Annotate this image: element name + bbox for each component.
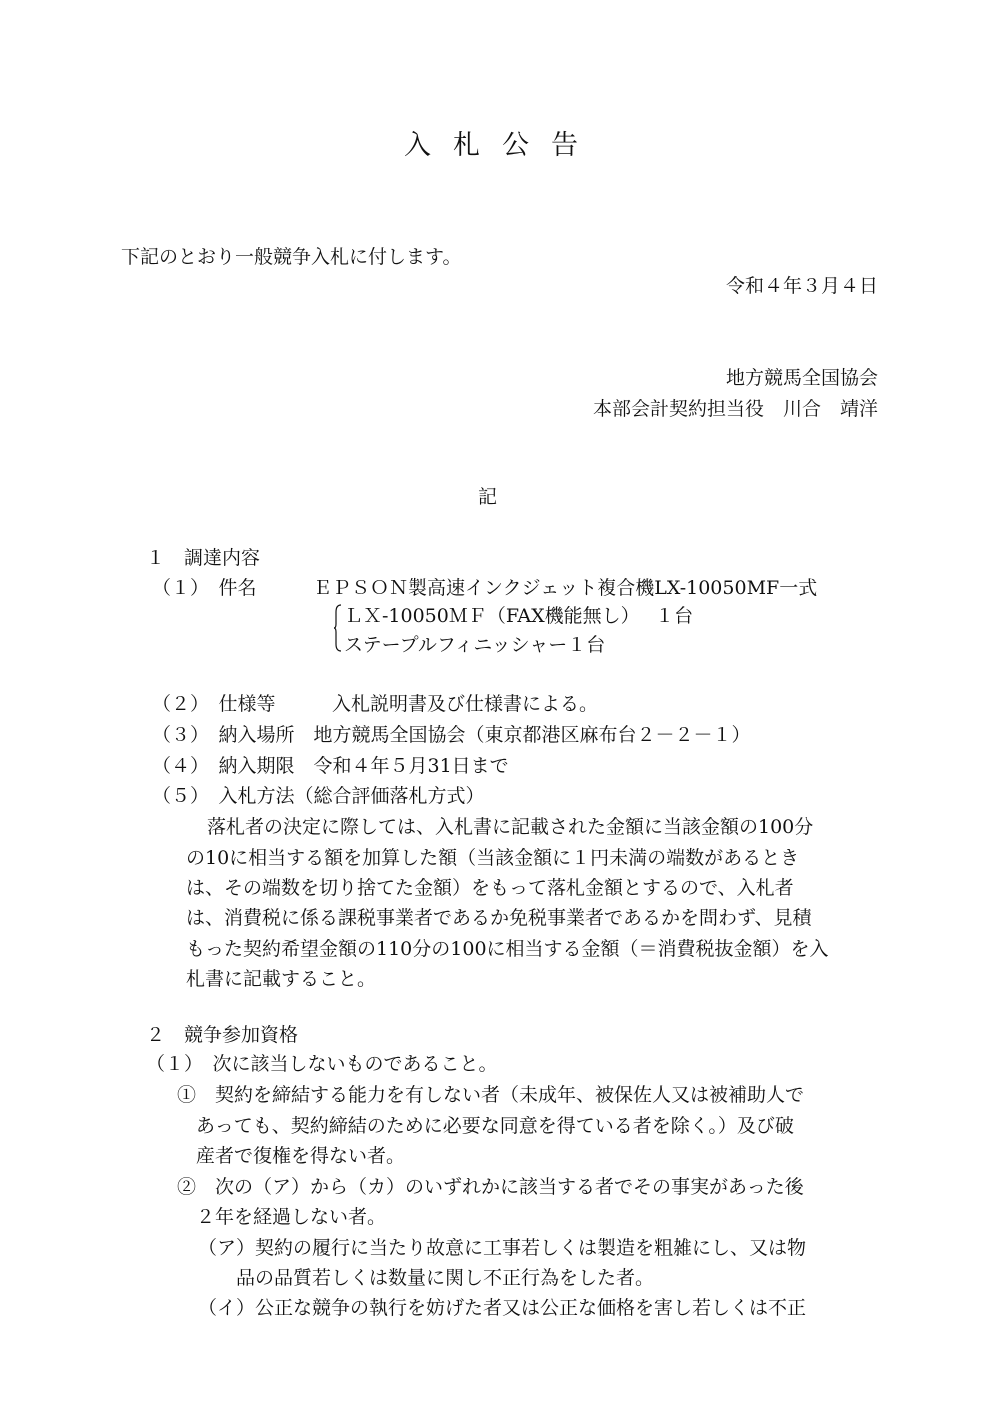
bid-method-line: 落札者の決定に際しては、入札書に記載された金額に当該金額の100分 xyxy=(207,816,814,838)
condition-2-line: ２年を経過しない者。 xyxy=(196,1206,387,1228)
organization-name: 地方競馬全国協会 xyxy=(725,367,878,389)
condition-1-line: あっても、契約締結のために必要な同意を得ている者を除く。）及び破 xyxy=(196,1115,794,1137)
condition-1-line: ① 契約を締結する能力を有しない者（未成年、被保佐人又は被補助人で xyxy=(177,1084,805,1106)
item-2-value: 入札説明書及び仕様書による。 xyxy=(332,693,599,715)
notice-date: 令和４年３月４日 xyxy=(725,275,878,297)
sub-condition-a-line: 品の品質若しくは数量に関し不正行為をした者。 xyxy=(236,1267,655,1289)
sub-condition-a-line: （ア）契約の履行に当たり故意に工事若しくは製造を粗雑にし、又は物 xyxy=(198,1237,807,1259)
bid-method-line: は、その端数を切り捨てた金額）をもって落札金額とするので、入札者 xyxy=(186,877,794,899)
ki-heading: 記 xyxy=(478,486,498,508)
section-1-heading: １ 調達内容 xyxy=(146,547,261,569)
s2-item-1: （１） 次に該当しないものであること。 xyxy=(146,1053,498,1075)
item-1-sub-1: ＬＸ-10050ＭＦ（FAX機能無し） １台 xyxy=(344,605,694,627)
page-title: 入札公告 xyxy=(404,130,600,161)
sub-condition-i-line: （イ）公正な競争の執行を妨げた者又は公正な価格を害し若しくは不正 xyxy=(198,1297,807,1319)
item-1-label: （１） 件名 xyxy=(152,577,257,599)
bid-method-line: 札書に記載すること。 xyxy=(186,968,377,990)
bid-method-line: もった契約希望金額の110分の100に相当する金額（＝消費税抜金額）を入 xyxy=(186,938,829,960)
bid-method-line: は、消費税に係る課税事業者であるか免税事業者であるかを問わず、見積 xyxy=(186,907,812,929)
condition-2-line: ② 次の（ア）から（カ）のいずれかに該当する者でその事実があった後 xyxy=(177,1176,804,1198)
section-2-heading: ２ 競争参加資格 xyxy=(146,1024,299,1046)
item-1-sub-2: ステープルフィニッシャー１台 xyxy=(344,634,606,656)
item-5: （５） 入札方法（総合評価落札方式） xyxy=(152,785,485,807)
item-2-label: （２） 仕様等 xyxy=(152,693,276,715)
bid-method-line: の10に相当する額を加算した額（当該金額に１円未満の端数があるとき xyxy=(186,847,800,869)
intro-text: 下記のとおり一般競争入札に付します。 xyxy=(121,246,462,268)
brace-bracket xyxy=(334,604,342,652)
condition-1-line: 産者で復権を得ない者。 xyxy=(196,1145,406,1167)
item-3: （３） 納入場所 地方競馬全国協会（東京都港区麻布台２－２－１） xyxy=(152,724,751,746)
contract-officer: 本部会計契約担当役 川合 靖洋 xyxy=(592,398,878,420)
item-1-value: ＥＰＳＯＮ製高速インクジェット複合機LX-10050MF一式 xyxy=(313,577,818,599)
item-4: （４） 納入期限 令和４年５月31日まで xyxy=(152,755,509,777)
